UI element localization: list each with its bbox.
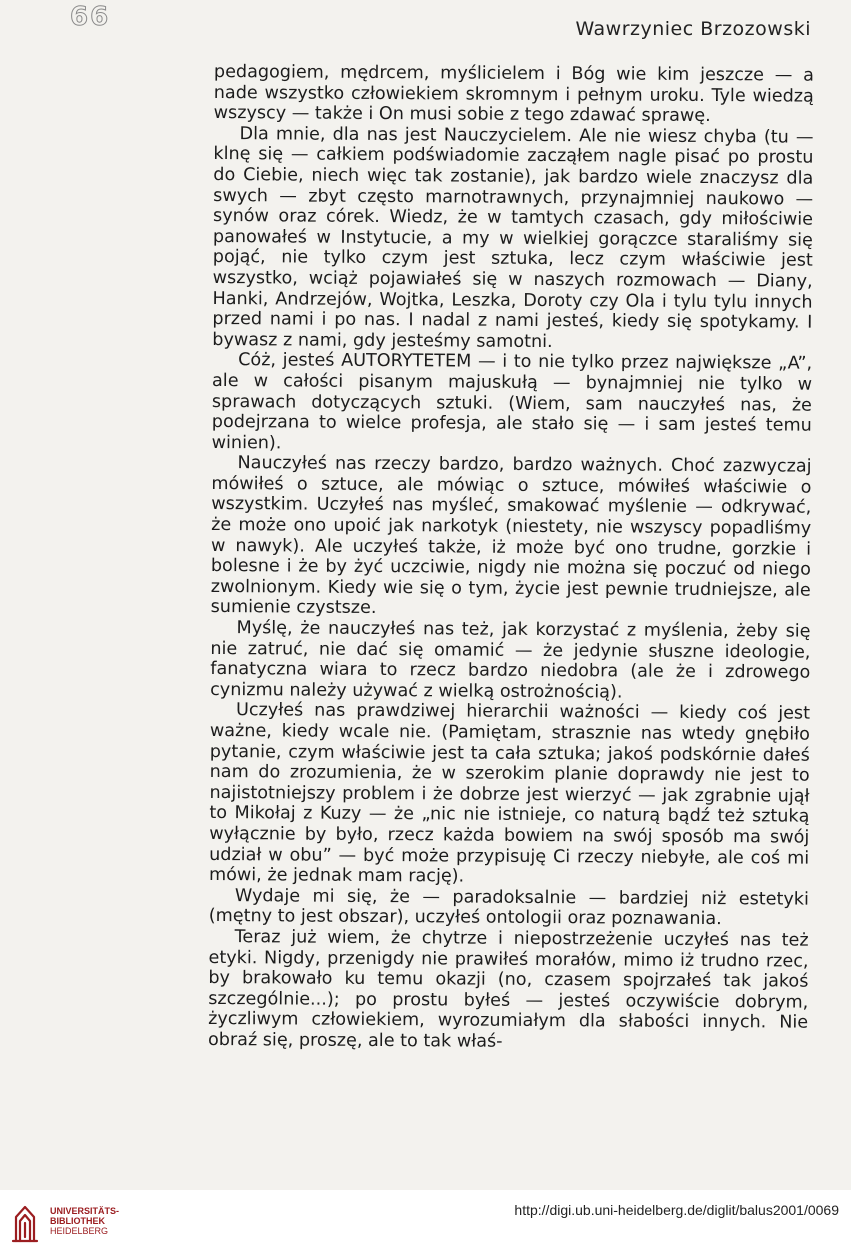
heidelberg-library-logo-icon <box>10 1203 40 1245</box>
library-name: UNIVERSITÄTS- BIBLIOTHEK HEIDELBERG <box>50 1206 120 1236</box>
running-header: Wawrzyniec Brzozowski <box>575 18 811 40</box>
paragraph: pedagogiem, mędrcem, myślicielem i Bóg wie kim jeszcze — a nade wszystko człowiekiem skromnym i pełnym uroku. Tyle wiedzą wszyscy — także i On musi sobie z tego zdawać sprawę. <box>213 62 814 127</box>
paragraph: Teraz już wiem, że chytrze i niepostrzeżenie uczyłeś nas też etyki. Nigdy, przenigdy nie prawiłeś morałów, mimo iż trudno rzec, by brakowało ku temu okazji (no, czasem spojrzałeś tak jakoś szczególnie...); po prostu byłeś — jesteś oczywiście dobrym, życzliwym człowiekiem, wyrozumiałym dla słabości innych. Nie obraź się, proszę, ale to tak właś- <box>207 927 809 1052</box>
paragraph: Dla mnie, dla nas jest Nauczycielem. Ale nie wiesz chyba (tu — klnę się — całkiem podświadomie zacząłem nagle pisać po prostu do Ciebie, niech więc tak zostanie), jak bardzo wiele znaczysz dla swych — zbyt często marnotrawnych, przynajmniej naukowo — synów oraz córek. Wiedz, że w tamtych czasach, gdy miłościwie panowałeś w Instytucie, a my w wielkiej gorączce staraliśmy się pojąć, nie tylko czym jest sztuka, lecz czym właściwie jest wszystko, wciąż pojawiałeś się w naszych rozmowach — Diany, Hanki, Andrzejów, Wojtka, Leszka, Doroty czy Ola i tylu tylu innych przed nami i po nas. I nadal z nami jesteś, kiedy się spotykamy. I bywasz z nami, gdy jesteśmy samotni. <box>212 123 814 352</box>
paragraph: Cóż, jesteś AUTORYTETEM — i to nie tylko przez największe „A”, ale w całości pisanym majuskułą — bynajmniej nie tylko w sprawach dotyczących sztuki. (Wiem, sam nauczyłeś nas, że podejrzana to wielce profesja, ale stało się — i sam jesteś temu winien). <box>211 350 813 454</box>
paragraph: Uczyłeś nas prawdziwej hierarchii ważności — kiedy coś jest ważne, kiedy wcale nie. (Pamiętam, strasznie nas wtedy gnębiło pytanie, czym właściwie jest ta cała sztuka; jakoś podskórnie dałeś nam do zrozumienia, że w szerokim planie doprawdy nie jest to najistotniejszy problem i że dobrze jest wierzyć — jak zgrabnie ujął to Mikołaj z Kuzy — że „nic nie istnieje, co naturą bądź też sztuką wyłącznie by było, rzecz każda bowiem na swój sposób ma swój udział w obu” — być może przypisuję Ci rzeczy niebyłe, ale coś mi mówi, że jednak mam rację). <box>208 700 811 887</box>
viewer-footer <box>0 1190 851 1253</box>
page-number: 66 <box>70 2 111 32</box>
paragraph: Wydaje mi się, że — paradoksalnie — bardziej niż estetyki (mętny to jest obszar), uczyłeś ontologii oraz poznawania. <box>208 885 809 930</box>
body-text <box>208 62 814 1054</box>
source-url-link[interactable]: http://digi.ub.uni-heidelberg.de/diglit/balus2001/0069 <box>514 1202 839 1218</box>
paragraph: Nauczyłeś nas rzeczy bardzo, bardzo ważnych. Choć zazwyczaj mówiłeś o sztuce, ale mówiąc o sztuce, mówiłeś właściwie o wszystkim. Uczyłeś nas myśleć, smakować myślenie — odkrywać, że może ono upoić jak narkotyk (niestety, nie wszyscy popadliśmy w nawyk). Ale uczyłeś także, iż może być ono trudne, gorzkie i bolesne i że by żyć uczciwie, nigdy nie można się poczuć od niego zwolnionym. Kiedy wie się o tym, życie jest pewnie trudniejsze, ale sumienie czystsze. <box>210 453 812 619</box>
paragraph: Myślę, że nauczyłeś nas też, jak korzystać z myślenia, żeby się nie zatruć, nie dać się omamić — że jedynie słuszne ideologie, fanatyczna wiara to rzecz bardzo niedobra (ale że i zdrowego cynizmu należy używać z wielką ostrożnością). <box>210 618 811 703</box>
